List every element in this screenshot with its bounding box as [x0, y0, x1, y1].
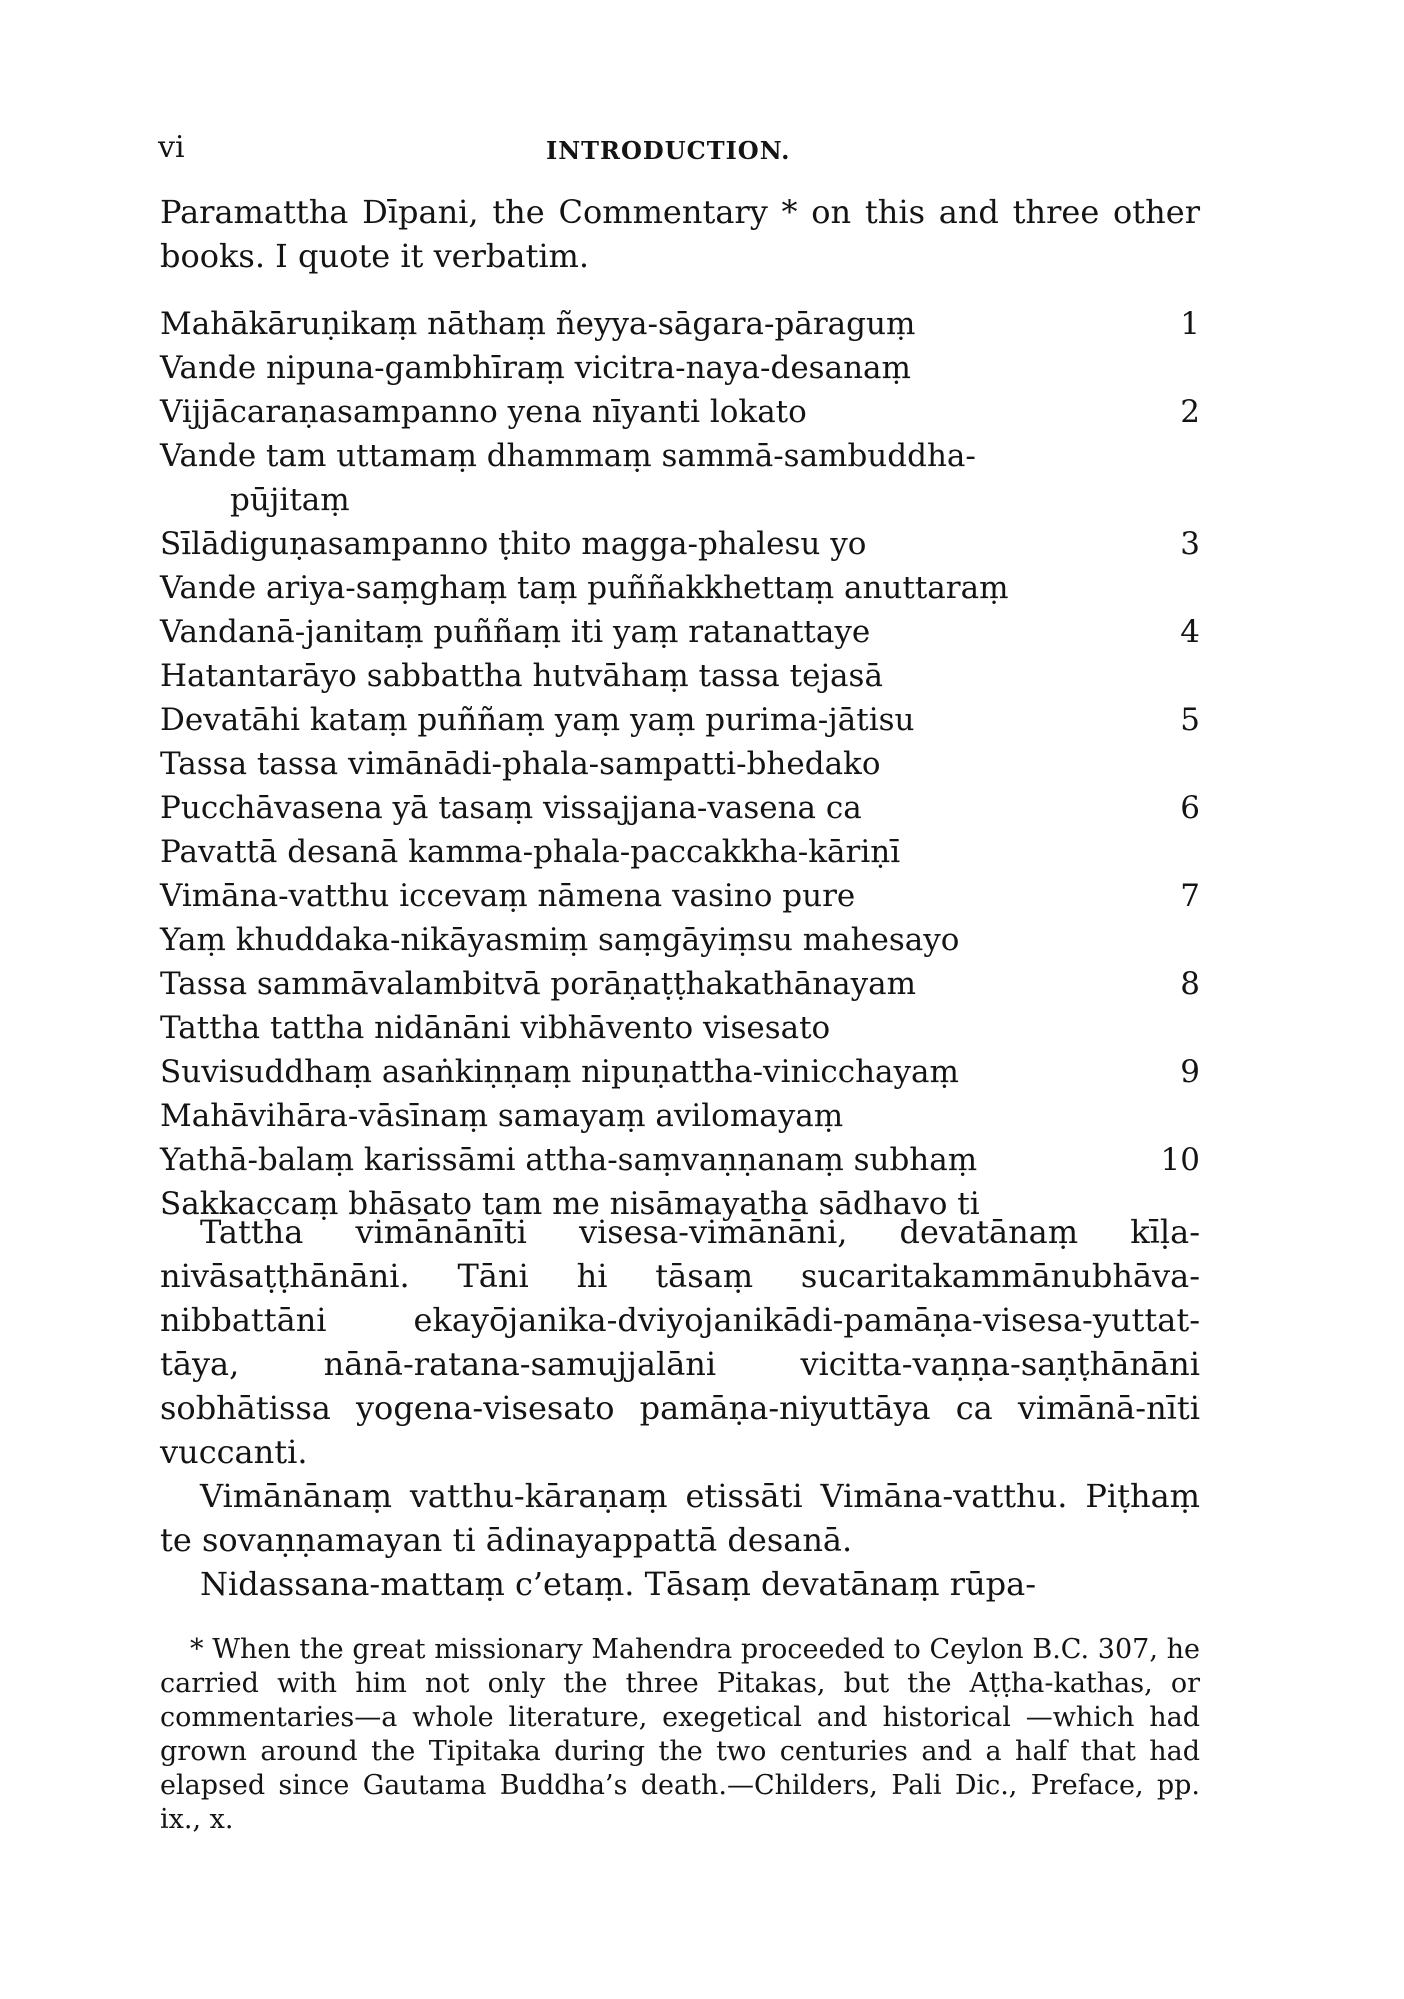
- verse-text: Vandanā-janitaṃ puññaṃ iti yaṃ ratanattaye: [160, 614, 871, 650]
- verse-line: [160, 566, 1200, 610]
- verse-text: Vande nipuna-gambhīraṃ vicitra-naya-desanaṃ: [160, 350, 911, 386]
- verse-text: Vande tam uttamaṃ dhammaṃ sammā-sambuddha-: [160, 438, 976, 474]
- verse-text: Vijjācaraṇasampanno yena nīyanti lokato: [160, 394, 807, 430]
- verse-text: Tassa sammāvalambitvā porāṇaṭṭhakathānayam: [160, 966, 917, 1002]
- intro-paragraph: Paramattha Dīpani, the Commentary * on this and three other books. I quote it verbatim.: [160, 193, 1200, 275]
- verse-text: Pucchāvasena yā tasaṃ vissajjana-vasena ca: [160, 790, 862, 826]
- footnote: * When the great missionary Mahendra proceeded to Ceylon B.C. 307, he carried with him not only the three Pitakas, but the Aṭṭha-kathas, or commentaries—a whole literature, exegetical and historical —which had grown around the Tipitaka during the two centuries and a half that had elapsed since Gautama Buddha’s death.—Childers, Pali Dic., Preface, pp. ix., x.: [160, 1634, 1200, 1835]
- verse-line: [160, 962, 1200, 1006]
- verse-text: Tattha tattha nidānāni vibhāvento visesato: [160, 1010, 831, 1046]
- verse-number: 9: [1180, 1054, 1200, 1090]
- verse-line: [160, 1050, 1200, 1094]
- verse-text: Hatantarāyo sabbattha hutvāhaṃ tassa tejasā: [160, 658, 883, 694]
- verse-text: Pavattā desanā kamma-phala-paccakkha-kāriṇī: [160, 834, 901, 870]
- verse-text: Mahāvihāra-vāsīnaṃ samayaṃ avilomayaṃ: [160, 1098, 844, 1134]
- verse-text: Yaṃ khuddaka-nikāyasmiṃ saṃgāyiṃsu mahesayo: [160, 922, 960, 958]
- verse-line: [160, 1094, 1200, 1138]
- commentary-paragraph-3: Nidassana-mattaṃ c’etaṃ. Tāsaṃ devatānaṃ rūpa-: [200, 1565, 1037, 1603]
- verse-number: 4: [1180, 614, 1200, 650]
- verse-text: pūjitaṃ: [230, 482, 350, 518]
- verse-line: [160, 698, 1200, 742]
- verse-line: [160, 346, 1200, 390]
- verse-number: 5: [1180, 702, 1200, 738]
- verse-line: [160, 786, 1200, 830]
- verse-line: [160, 1006, 1200, 1050]
- verse-number: 3: [1180, 526, 1200, 562]
- verse-number: 10: [1160, 1142, 1200, 1178]
- verse-text: Suvisuddhaṃ asaṅkiṇṇaṃ nipuṇattha-vinicchayaṃ: [160, 1054, 959, 1090]
- verse-text: Vande ariya-saṃghaṃ taṃ puññakkhettaṃ anuttaraṃ: [160, 570, 1009, 606]
- verse-text: Mahākāruṇikaṃ nāthaṃ ñeyya-sāgara-pāraguṃ: [160, 306, 916, 342]
- verse-line: [160, 918, 1200, 962]
- verse-number: 7: [1180, 878, 1200, 914]
- verse-line: [160, 302, 1200, 346]
- verse-line: [160, 522, 1200, 566]
- commentary-paragraph-2: Vimānānaṃ vatthu-kāraṇaṃ etissāti Vimāna-vatthu. Piṭhaṃ te sovaṇṇamayan ti ādinayappattā desanā.: [160, 1477, 1200, 1559]
- verse-text: Vimāna-vatthu iccevaṃ nāmena vasino pure: [160, 878, 856, 914]
- verse-number: 6: [1180, 790, 1200, 826]
- verse-line: [160, 610, 1200, 654]
- page-number: vi: [158, 130, 185, 165]
- verse-block: [160, 302, 1200, 1226]
- verse-line: [160, 874, 1200, 918]
- commentary-paragraph-1: Tattha vimānānīti visesa-vimānāni, devatānaṃ kīḷa-nivāsaṭṭhānāni. Tāni hi tāsaṃ sucaritakammānubhāva-nibbattāni ekayōjanika-dviyojanikādi-pamāṇa-visesa-yuttat-tāya, nānā-ratana-samujjalāni vicitta-vaṇṇa-saṇṭhānāni sobhātissa yogena-visesato pamāṇa-niyuttāya ca vimānā-nīti vuccanti.: [160, 1213, 1200, 1471]
- verse-line: [160, 390, 1200, 434]
- verse-text: Devatāhi kataṃ puññaṃ yaṃ yaṃ purima-jātisu: [160, 702, 915, 738]
- verse-text: Sakkaccaṃ bhāsato tam me nisāmayatha sādhavo ti: [160, 1186, 980, 1222]
- verse-line: [160, 654, 1200, 698]
- verse-line: [160, 742, 1200, 786]
- verse-number: 2: [1180, 394, 1200, 430]
- verse-number: 1: [1180, 306, 1200, 342]
- verse-line: [160, 434, 1200, 478]
- running-title: INTRODUCTION.: [546, 136, 791, 165]
- verse-text: Sīlādiguṇasampanno ṭhito magga-phalesu yo: [160, 526, 867, 562]
- verse-number: 8: [1180, 966, 1200, 1002]
- verse-text: Yathā-balaṃ karissāmi attha-saṃvaṇṇanaṃ subhaṃ: [160, 1142, 978, 1178]
- running-head: [158, 130, 1198, 170]
- verse-line: [160, 830, 1200, 874]
- verse-text: Tassa tassa vimānādi-phala-sampatti-bhedako: [160, 746, 881, 782]
- verse-line: [160, 478, 1200, 522]
- verse-line: [160, 1138, 1200, 1182]
